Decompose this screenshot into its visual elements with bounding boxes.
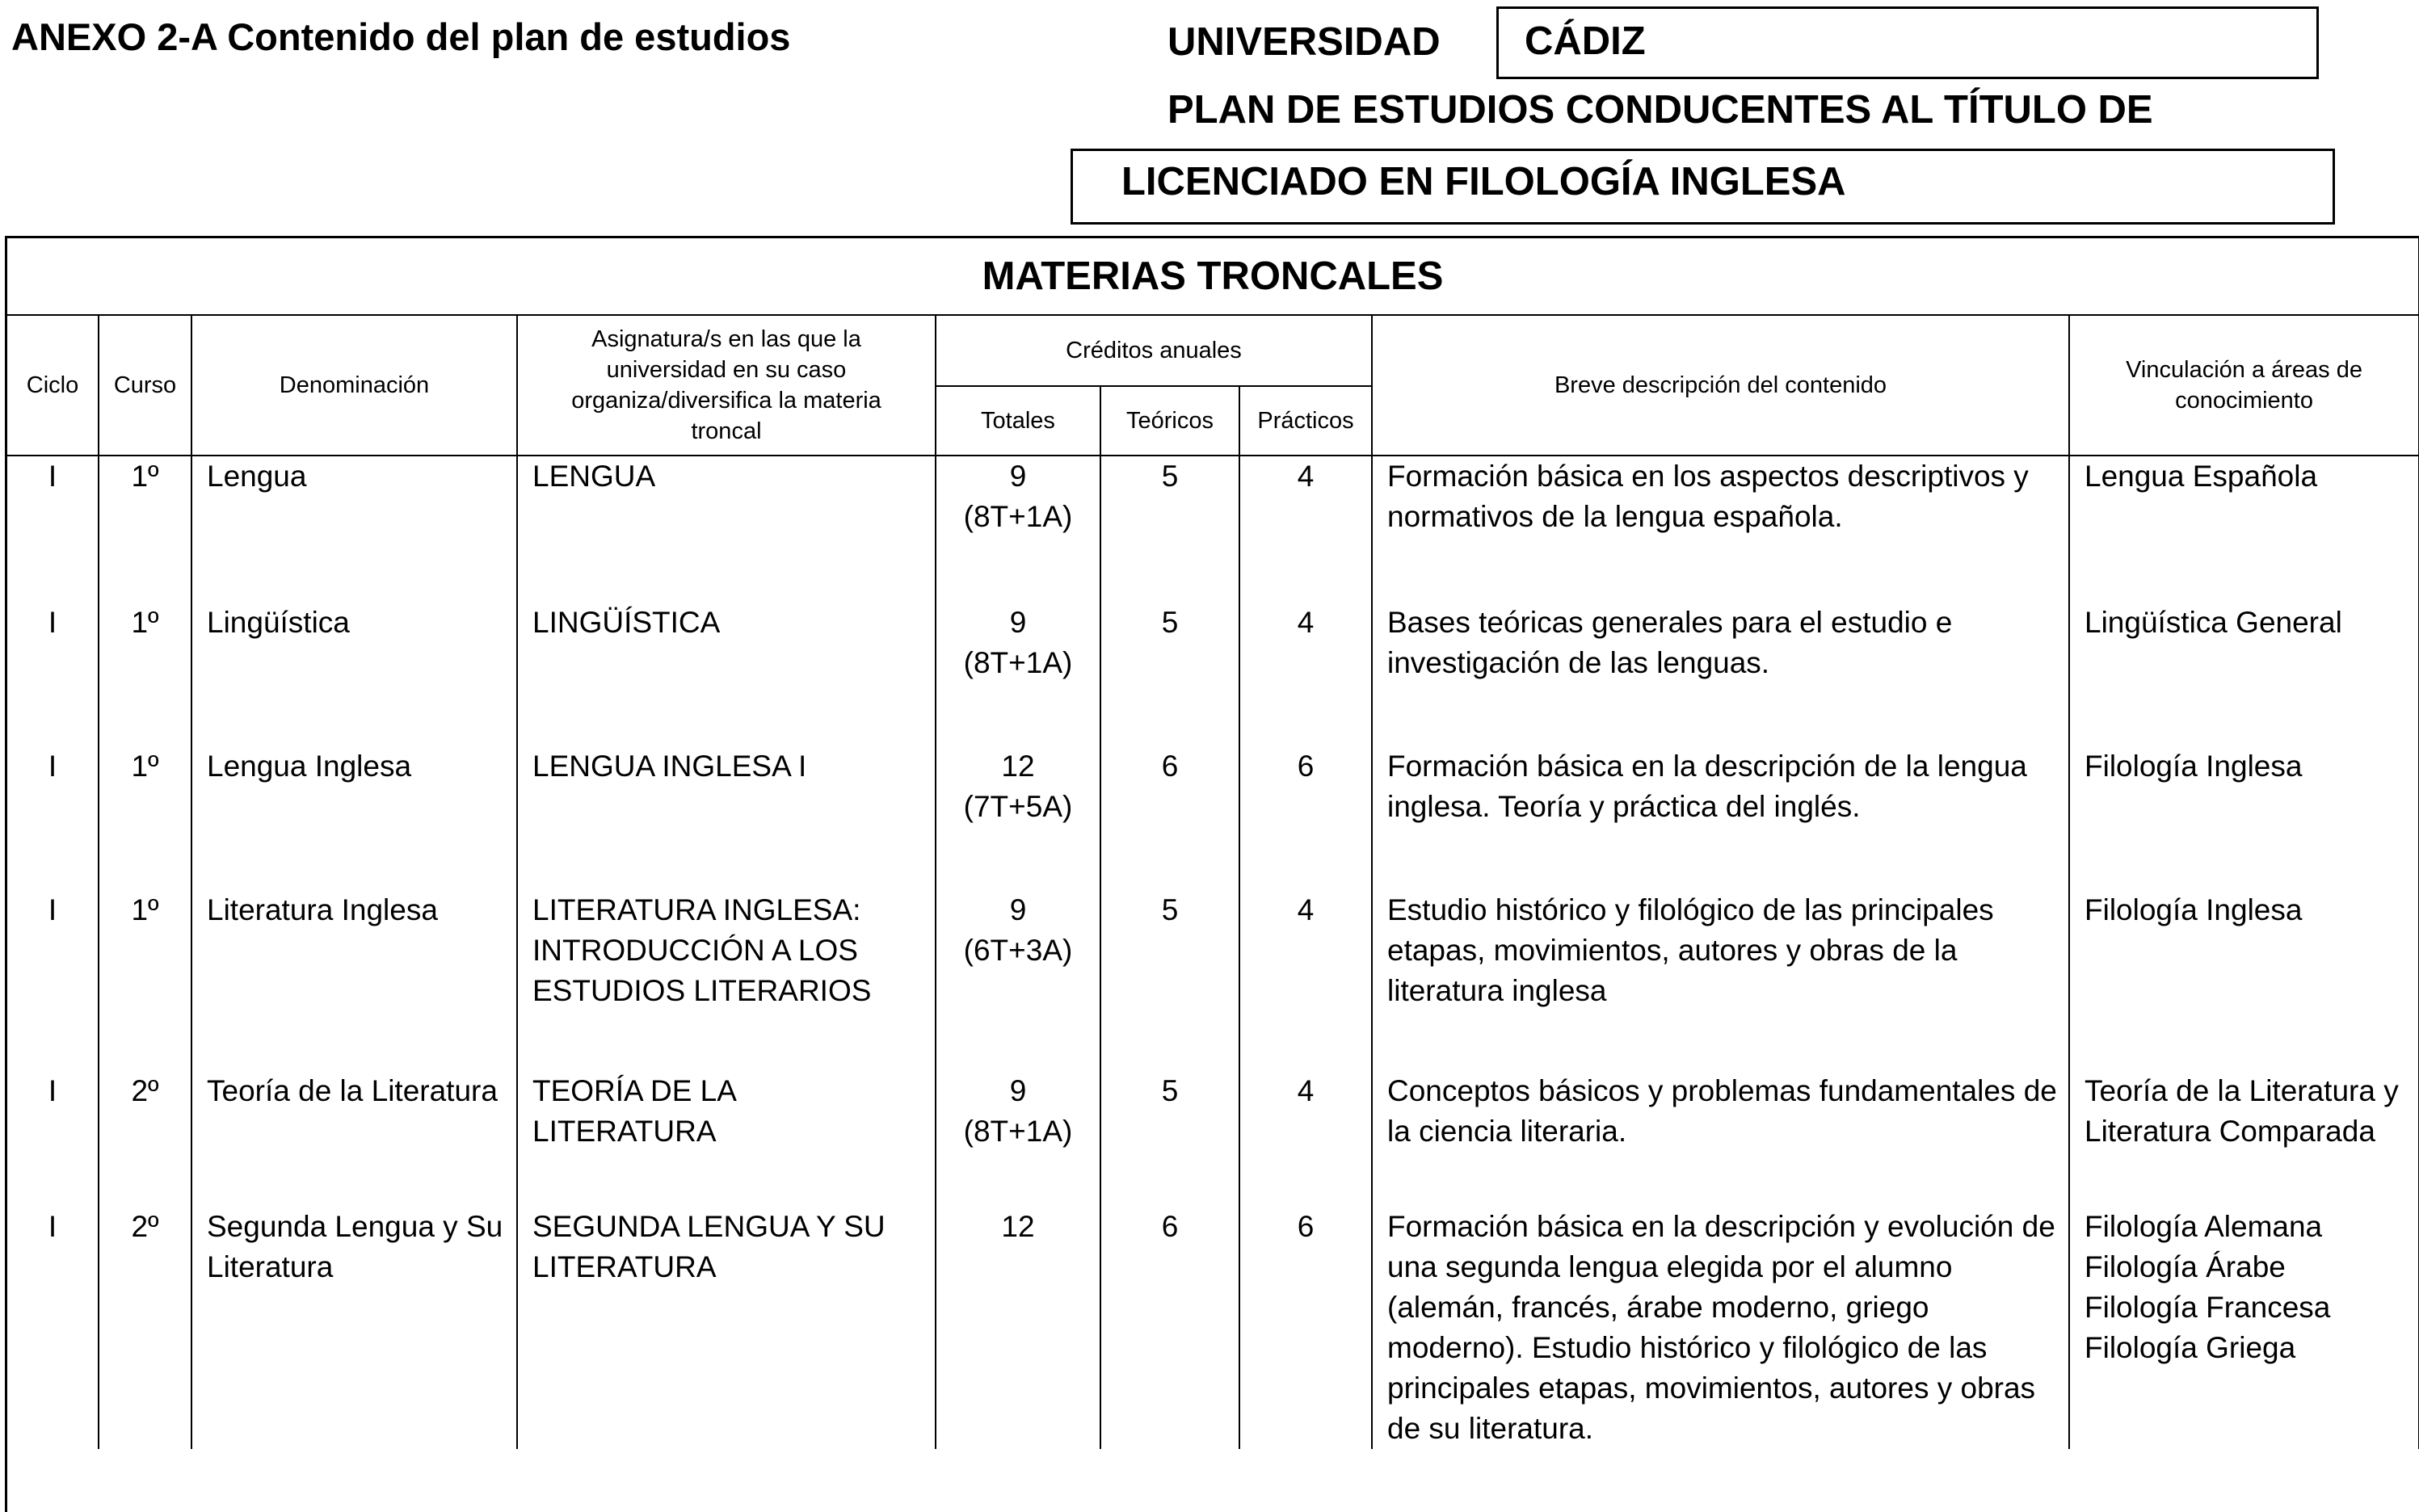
- cell-ciclo: I: [7, 1207, 99, 1449]
- cell-practicos: 4: [1239, 456, 1372, 603]
- cell-descripcion: Formación básica en la descripción de la lengua inglesa. Teoría y práctica del inglés.: [1372, 746, 2069, 890]
- table-row: [7, 456, 2419, 603]
- plan-title: PLAN DE ESTUDIOS CONDUCENTES AL TÍTULO DE: [1167, 88, 2153, 132]
- col-vinculacion: Vinculación a áreas de conocimiento: [2069, 315, 2419, 456]
- cell-vinculacion: Lengua Española: [2069, 456, 2419, 603]
- table-row: [7, 1207, 2419, 1449]
- cell-teoricos: 5: [1100, 1071, 1239, 1207]
- totales-value: 12: [1001, 1210, 1035, 1243]
- materias-troncales-table: [7, 238, 2419, 1449]
- cell-denominacion: Literatura Inglesa: [191, 890, 517, 1071]
- vinculacion-item: Filología Alemana: [2085, 1210, 2323, 1243]
- totales-value: 9: [1009, 893, 1027, 926]
- table-row: [7, 746, 2419, 890]
- cell-teoricos: 6: [1100, 746, 1239, 890]
- cell-ciclo: I: [7, 456, 99, 603]
- cell-asignatura: LENGUA INGLESA I: [517, 746, 936, 890]
- cell-curso: 1º: [99, 890, 191, 1071]
- annex-title: ANEXO 2-A Contenido del plan de estudios: [11, 15, 791, 58]
- cell-denominacion: Lengua: [191, 456, 517, 603]
- cell-curso: 2º: [99, 1071, 191, 1207]
- cell-curso: 1º: [99, 603, 191, 746]
- cell-asignatura: LINGÜÍSTICA: [517, 603, 936, 746]
- vinculacion-item: Filología Francesa: [2085, 1291, 2331, 1324]
- cell-vinculacion: Filología Inglesa: [2069, 890, 2419, 1071]
- university-value: CÁDIZ: [1525, 19, 1646, 63]
- cell-vinculacion: Filología Inglesa: [2069, 746, 2419, 890]
- table-row: [7, 890, 2419, 1071]
- cell-asignatura: LENGUA: [517, 456, 936, 603]
- cell-teoricos: 5: [1100, 456, 1239, 603]
- cell-totales: [936, 456, 1100, 603]
- totales-detail: (7T+5A): [963, 790, 1073, 823]
- cell-ciclo: I: [7, 890, 99, 1071]
- totales-value: 12: [1001, 750, 1035, 783]
- cell-teoricos: 5: [1100, 890, 1239, 1071]
- cell-curso: 2º: [99, 1207, 191, 1449]
- totales-value: 9: [1009, 1074, 1027, 1107]
- col-totales: Totales: [936, 386, 1100, 456]
- col-curso: Curso: [99, 315, 191, 456]
- cell-asignatura: LITERATURA INGLESA: INTRODUCCIÓN A LOS ESTUDIOS LITERARIOS: [517, 890, 936, 1071]
- vinculacion-item: Filología Árabe: [2085, 1250, 2286, 1283]
- cell-descripcion: Conceptos básicos y problemas fundamentales de la ciencia literaria.: [1372, 1071, 2069, 1207]
- cell-practicos: 6: [1239, 1207, 1372, 1449]
- cell-totales: [936, 890, 1100, 1071]
- cell-denominacion: Segunda Lengua y Su Literatura: [191, 1207, 517, 1449]
- totales-value: 9: [1009, 606, 1027, 639]
- cell-totales: [936, 603, 1100, 746]
- table-row: [7, 603, 2419, 746]
- cell-asignatura: TEORÍA DE LA LITERATURA: [517, 1071, 936, 1207]
- cell-practicos: 4: [1239, 603, 1372, 746]
- cell-descripcion: Formación básica en la descripción y evolución de una segunda lengua elegida por el alumno (alemán, francés, árabe moderno, griego moderno). Estudio histórico y filológico de las principales etapas, movimientos, autores y obras de su literatura.: [1372, 1207, 2069, 1449]
- cell-totales: [936, 1071, 1100, 1207]
- table-row: [7, 1071, 2419, 1207]
- cell-denominacion: Lingüística: [191, 603, 517, 746]
- degree-box: [1071, 149, 2335, 225]
- cell-practicos: 4: [1239, 890, 1372, 1071]
- cell-ciclo: I: [7, 603, 99, 746]
- totales-detail: (6T+3A): [963, 934, 1073, 967]
- cell-practicos: 4: [1239, 1071, 1372, 1207]
- materias-table-container: [5, 236, 2419, 1512]
- cell-denominacion: Lengua Inglesa: [191, 746, 517, 890]
- cell-denominacion: Teoría de la Literatura: [191, 1071, 517, 1207]
- col-denominacion: Denominación: [191, 315, 517, 456]
- cell-teoricos: 5: [1100, 603, 1239, 746]
- cell-vinculacion: [2069, 1207, 2419, 1449]
- totales-value: 9: [1009, 460, 1027, 493]
- cell-vinculacion: Lingüística General: [2069, 603, 2419, 746]
- vinculacion-item: Filología Griega: [2085, 1331, 2296, 1364]
- cell-vinculacion: Teoría de la Literatura y Literatura Comparada: [2069, 1071, 2419, 1207]
- cell-ciclo: I: [7, 746, 99, 890]
- cell-curso: 1º: [99, 746, 191, 890]
- cell-descripcion: Bases teóricas generales para el estudio e investigación de las lenguas.: [1372, 603, 2069, 746]
- totales-detail: (8T+1A): [963, 500, 1073, 533]
- cell-asignatura: SEGUNDA LENGUA Y SU LITERATURA: [517, 1207, 936, 1449]
- cell-totales: [936, 1207, 1100, 1449]
- cell-curso: 1º: [99, 456, 191, 603]
- col-ciclo: Ciclo: [7, 315, 99, 456]
- totales-detail: (8T+1A): [963, 646, 1073, 679]
- cell-teoricos: 6: [1100, 1207, 1239, 1449]
- col-creditos: Créditos anuales: [936, 315, 1372, 386]
- col-asignaturas: Asignatura/s en las que la universidad en su caso organiza/diversifica la materia troncal: [517, 315, 936, 456]
- col-practicos: Prácticos: [1239, 386, 1372, 456]
- col-teoricos: Teóricos: [1100, 386, 1239, 456]
- cell-descripcion: Estudio histórico y filológico de las principales etapas, movimientos, autores y obras de la literatura inglesa: [1372, 890, 2069, 1071]
- col-descripcion: Breve descripción del contenido: [1372, 315, 2069, 456]
- cell-ciclo: I: [7, 1071, 99, 1207]
- table-title: MATERIAS TRONCALES: [7, 238, 2419, 315]
- totales-detail: (8T+1A): [963, 1115, 1073, 1148]
- university-label: UNIVERSIDAD: [1167, 20, 1441, 64]
- cell-descripcion: Formación básica en los aspectos descriptivos y normativos de la lengua española.: [1372, 456, 2069, 603]
- degree-value: LICENCIADO EN FILOLOGÍA INGLESA: [1121, 160, 1846, 204]
- university-box: [1496, 6, 2319, 79]
- cell-practicos: 6: [1239, 746, 1372, 890]
- cell-totales: [936, 746, 1100, 890]
